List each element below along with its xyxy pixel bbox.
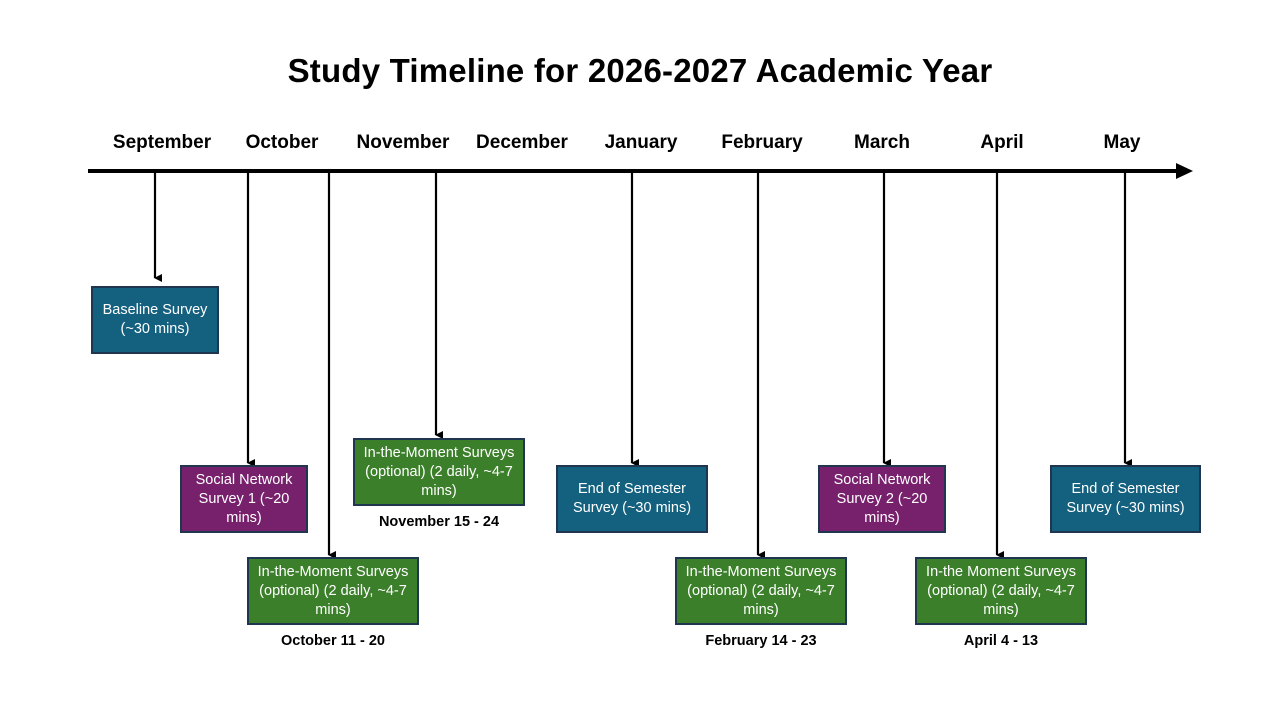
timeline-axis — [88, 163, 1193, 179]
in-the-moment-october-label: In-the-Moment Surveys (optional) (2 daily, ~4-7 mins) — [257, 563, 409, 618]
timeline-arrowhead — [1176, 163, 1193, 179]
social-network-survey-1-label: Social Network Survey 1 (~20 mins) — [195, 471, 293, 526]
date-range-april: April 4 - 13 — [963, 633, 1039, 649]
in-the-moment-november-label: In-the-Moment Surveys (optional) (2 daily, ~4-7 mins) — [363, 444, 515, 499]
in-the-moment-october-box — [247, 557, 419, 625]
baseline-survey-label: Baseline Survey (~30 mins) — [102, 302, 208, 337]
baseline-survey-box — [91, 286, 219, 354]
timeline-title: Study Timeline for 2026-2027 Academic Year — [287, 52, 993, 89]
in-the-moment-february-label: In-the-Moment Surveys (optional) (2 daily, ~4-7 mins) — [685, 563, 837, 618]
end-of-semester-survey-2-label: End of Semester Survey (~30 mins) — [1066, 481, 1185, 516]
month-label-march: March — [854, 132, 910, 153]
month-label-november: November — [356, 132, 450, 153]
end-of-semester-survey-2-box — [1050, 465, 1201, 533]
in-the-moment-april-label: In-the Moment Surveys (optional) (2 daily, ~4-7 mins) — [926, 563, 1076, 618]
month-label-april: April — [980, 132, 1024, 153]
month-label-october: October — [245, 132, 319, 153]
in-the-moment-april-box — [915, 557, 1087, 625]
month-label-january: January — [604, 132, 678, 153]
month-label-september: September — [112, 132, 212, 153]
social-network-survey-1-box — [180, 465, 308, 533]
social-network-survey-2-box — [818, 465, 946, 533]
end-of-semester-survey-1-box — [556, 465, 708, 533]
month-label-december: December — [476, 132, 568, 153]
end-of-semester-survey-1-label: End of Semester Survey (~30 mins) — [572, 481, 692, 516]
date-range-november: November 15 - 24 — [378, 514, 500, 530]
month-label-may: May — [1103, 132, 1141, 153]
social-network-survey-2-label: Social Network Survey 2 (~20 mins) — [833, 471, 931, 526]
in-the-moment-february-box — [675, 557, 847, 625]
date-range-october: October 11 - 20 — [281, 633, 385, 649]
in-the-moment-november-box — [353, 438, 525, 506]
month-label-february: February — [721, 132, 803, 153]
date-range-february: February 14 - 23 — [705, 633, 817, 649]
